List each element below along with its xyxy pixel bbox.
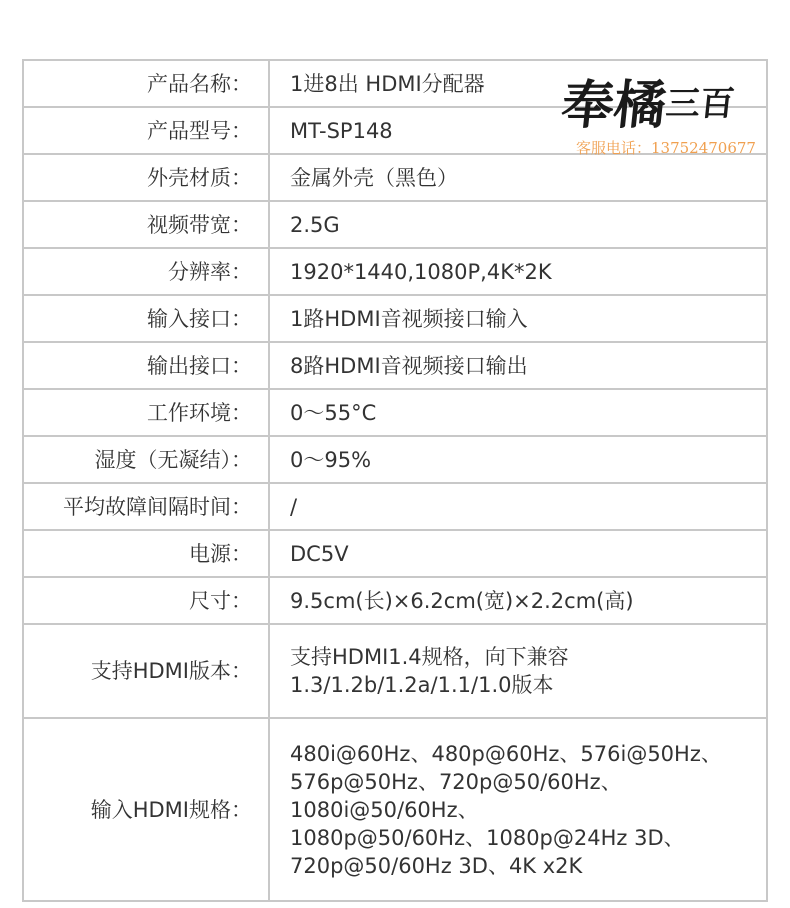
spec-value-line: 9.5cm(长)×6.2cm(宽)×2.2cm(高)	[290, 588, 634, 613]
spec-row	[23, 60, 767, 107]
spec-value-line: 0～55°C	[290, 400, 377, 425]
spec-value	[269, 389, 767, 436]
spec-row	[23, 248, 767, 295]
spec-row	[23, 107, 767, 154]
spec-value	[269, 342, 767, 389]
seal-brand-main: 奉橘	[558, 75, 670, 136]
spec-value-line: 1920*1440,1080P,4K*2K	[290, 259, 552, 284]
spec-value	[269, 201, 767, 248]
seal-phone-text: 客服电话：13752470677	[576, 139, 756, 157]
spec-value-line: 1.3/1.2b/1.2a/1.1/1.0版本	[290, 673, 554, 697]
spec-row	[23, 342, 767, 389]
spec-label: 电源：	[23, 530, 269, 577]
spec-row	[23, 389, 767, 436]
spec-value-line: 1080p@50/60Hz、1080p@24Hz 3D、	[290, 825, 685, 850]
spec-value-line: 720p@50/60Hz 3D、4K x2K	[290, 853, 583, 878]
spec-label: 输出接口：	[23, 342, 269, 389]
spec-value	[269, 718, 767, 901]
spec-label: 支持HDMI版本：	[23, 624, 269, 718]
spec-row	[23, 530, 767, 577]
spec-value	[269, 60, 767, 107]
spec-value	[269, 248, 767, 295]
spec-label: 工作环境：	[23, 389, 269, 436]
spec-label: 外壳材质：	[23, 154, 269, 201]
spec-value	[269, 295, 767, 342]
spec-label: 尺寸：	[23, 577, 269, 624]
spec-value-line: DC5V	[290, 541, 349, 566]
spec-row	[23, 436, 767, 483]
spec-label: 平均故障间隔时间：	[23, 483, 269, 530]
spec-value-line: 8路HDMI音视频接口输出	[290, 353, 528, 378]
spec-value	[269, 624, 767, 718]
spec-row	[23, 718, 767, 901]
spec-value-line: 576p@50Hz、720p@50/60Hz、	[290, 769, 622, 794]
spec-row	[23, 483, 767, 530]
spec-value-line: MT-SP148	[290, 118, 393, 143]
spec-value-line: 480i@60Hz、480p@60Hz、576i@50Hz、	[290, 741, 722, 766]
spec-value-line: 1080i@50/60Hz、	[290, 797, 479, 822]
spec-label: 视频带宽：	[23, 201, 269, 248]
spec-row	[23, 624, 767, 718]
spec-value	[269, 577, 767, 624]
spec-label: 输入接口：	[23, 295, 269, 342]
spec-value-line: /	[290, 494, 298, 519]
spec-value-line: 支持HDMI1.4规格，向下兼容	[290, 645, 569, 669]
spec-label: 分辨率：	[23, 248, 269, 295]
spec-value	[269, 154, 767, 201]
spec-value	[269, 436, 767, 483]
spec-value-line: 2.5G	[290, 212, 340, 237]
spec-table	[22, 59, 768, 902]
spec-row	[23, 154, 767, 201]
spec-row	[23, 577, 767, 624]
spec-label: 产品名称：	[23, 60, 269, 107]
spec-label: 输入HDMI规格：	[23, 718, 269, 901]
seal-brand-tail: 三百	[664, 84, 737, 124]
spec-value	[269, 483, 767, 530]
spec-value-line: 0～95%	[290, 447, 372, 472]
spec-label: 产品型号：	[23, 107, 269, 154]
spec-value-line: 1路HDMI音视频接口输入	[290, 306, 528, 331]
spec-value	[269, 107, 767, 154]
spec-value	[269, 530, 767, 577]
spec-row	[23, 295, 767, 342]
spec-table-body	[23, 60, 767, 901]
spec-value-line: 1进8出 HDMI分配器	[290, 71, 485, 96]
spec-label: 湿度（无凝结）：	[23, 436, 269, 483]
spec-row	[23, 201, 767, 248]
spec-value-line: 金属外壳（黑色）	[290, 165, 458, 190]
